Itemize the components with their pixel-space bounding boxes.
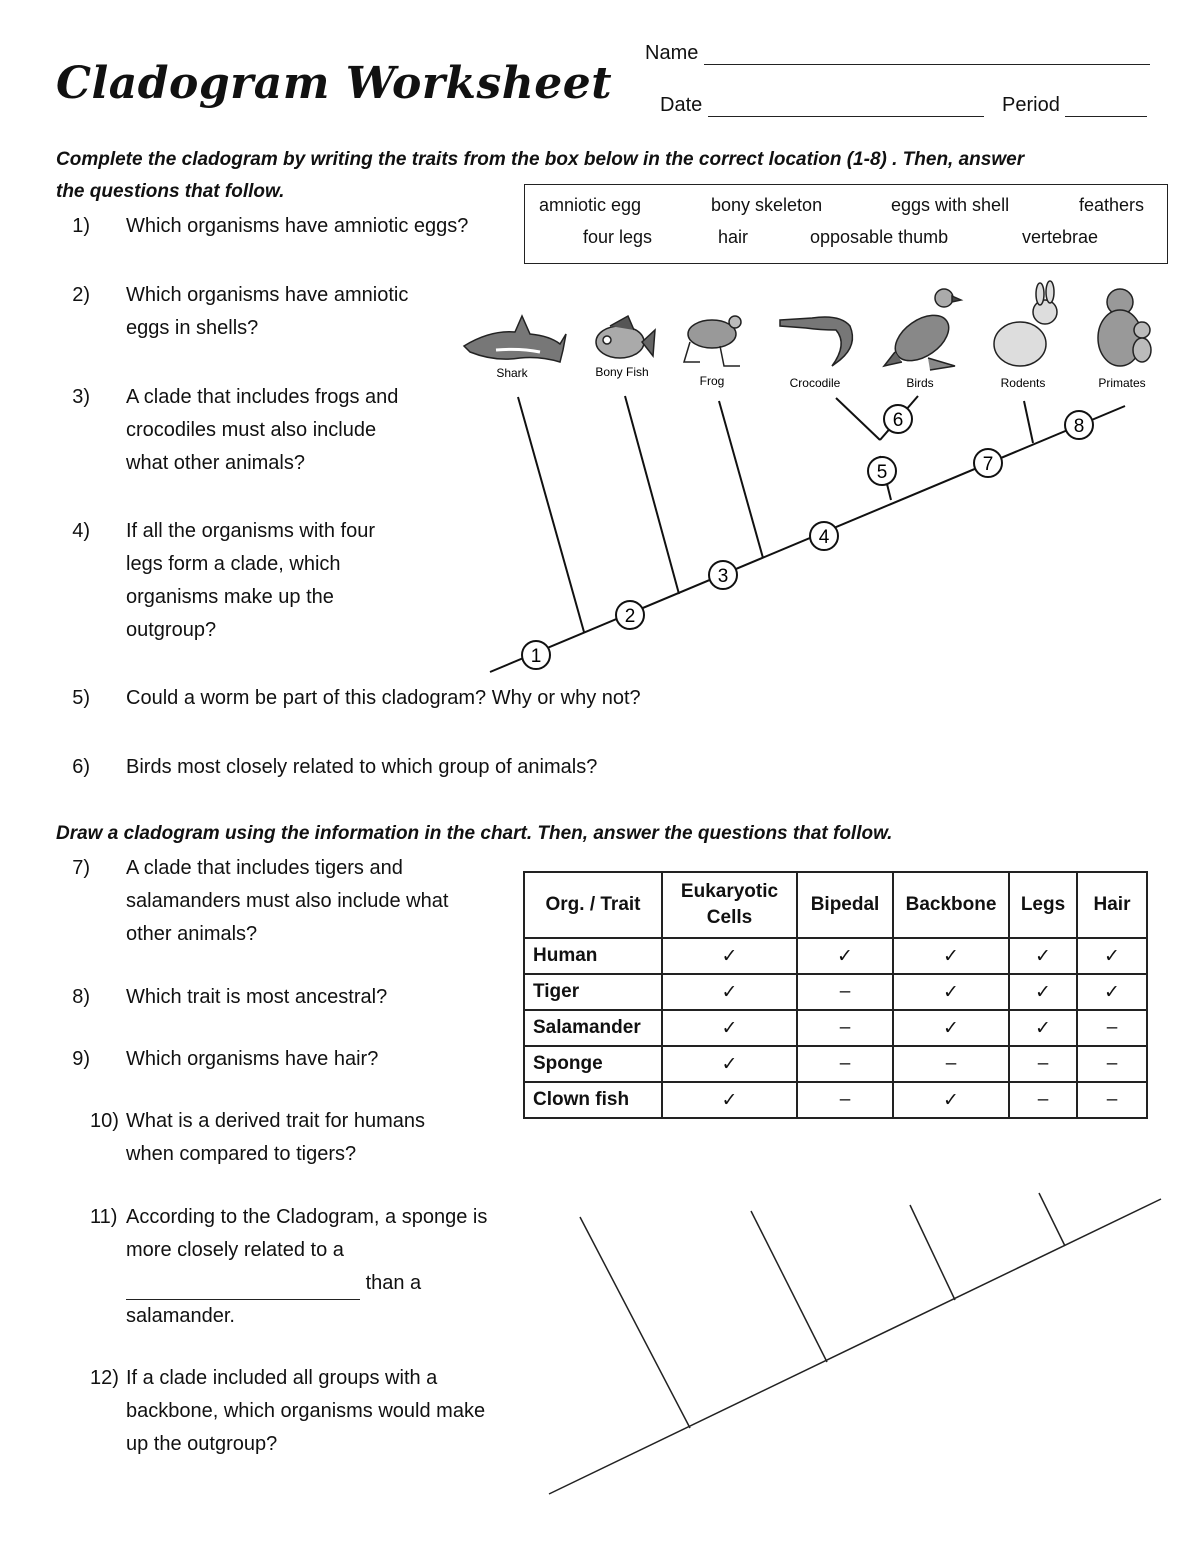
trait-hair: hair — [718, 227, 749, 247]
page-title: Cladogram Worksheet — [56, 58, 613, 109]
part1-instructions-line1: Complete the cladogram by writing the traits from the box below in the correct location (1-8) . Then, answer — [56, 149, 1025, 170]
trait-cell: – — [797, 1046, 893, 1082]
shark-icon — [464, 316, 566, 362]
trait-eggs-with-shell: eggs with shell — [891, 195, 1010, 215]
question-text: What is a derived trait for humans — [126, 1110, 426, 1132]
branch-frog — [719, 401, 763, 558]
trait-cell: ✓ — [893, 974, 1009, 1010]
org-name: Human — [524, 938, 662, 974]
label-birds: Birds — [906, 376, 934, 390]
question-number: 12) — [90, 1367, 119, 1389]
question-text: when compared to tigers? — [126, 1143, 357, 1165]
trait-cell: ✓ — [893, 938, 1009, 974]
question-text: If all the organisms with four — [126, 520, 375, 542]
table-header: Org. / Trait — [524, 872, 662, 938]
trait-cell: ✓ — [662, 1046, 797, 1082]
node-7-label: 7 — [982, 454, 994, 475]
trait-cell: – — [797, 974, 893, 1010]
trait-amniotic-egg: amniotic egg — [539, 195, 642, 215]
node-6-label: 6 — [892, 410, 904, 431]
question-text: Which organisms have amniotic — [126, 284, 409, 306]
node-8-label: 8 — [1073, 416, 1085, 437]
node-5 — [868, 457, 896, 485]
branch-shark — [518, 397, 584, 632]
table-header: Legs — [1009, 872, 1077, 938]
branch-crocodile — [836, 398, 880, 440]
node-2 — [616, 601, 644, 629]
question-text: Which organisms have amniotic eggs? — [126, 215, 469, 237]
blank-branch-1 — [580, 1217, 690, 1428]
trait-cell: ✓ — [1077, 974, 1147, 1010]
question-text: than a — [365, 1272, 422, 1294]
question-number: 8) — [72, 986, 90, 1008]
trait-table — [523, 871, 1148, 1119]
trait-cell: ✓ — [662, 1010, 797, 1046]
label-rodents: Rodents — [1000, 376, 1046, 390]
org-name: Clown fish — [524, 1082, 662, 1118]
label-frog: Frog — [699, 374, 725, 388]
question-number: 11) — [90, 1206, 118, 1228]
bird-icon — [884, 289, 961, 370]
trait-four-legs: four legs — [583, 227, 653, 247]
trait-cell: ✓ — [1009, 974, 1077, 1010]
trait-cell: ✓ — [662, 974, 797, 1010]
node-5-label: 5 — [876, 462, 888, 483]
table-row — [524, 1010, 1147, 1046]
node-8 — [1065, 411, 1093, 439]
question-text: crocodiles must also include — [126, 419, 377, 441]
node-4 — [810, 522, 838, 550]
question-text: Birds most closely related to which group of animals? — [126, 756, 598, 778]
trait-cell: ✓ — [1009, 1010, 1077, 1046]
trait-cell: – — [1077, 1082, 1147, 1118]
question-text: Could a worm be part of this cladogram? Why or why not? — [126, 687, 641, 709]
trait-cell: – — [797, 1082, 893, 1118]
blank-branch-4 — [1039, 1193, 1065, 1246]
org-name: Tiger — [524, 974, 662, 1010]
question-text: organisms make up the — [126, 586, 334, 608]
question-number: 3) — [72, 386, 90, 408]
cladogram-main-line — [490, 406, 1125, 672]
name-label: Name — [645, 42, 699, 64]
cladogram-diagram — [0, 0, 1200, 720]
trait-cell: – — [1077, 1046, 1147, 1082]
question-text: what other animals? — [126, 452, 305, 474]
question-text: backbone, which organisms would make — [126, 1400, 486, 1422]
trait-cell: ✓ — [662, 1082, 797, 1118]
branch-bony-fish — [625, 396, 679, 594]
question-number: 2) — [72, 284, 90, 306]
blank-branch-2 — [751, 1211, 827, 1362]
table-row — [524, 1046, 1147, 1082]
label-shark: Shark — [496, 366, 528, 380]
question-text: salamanders must also include what — [126, 890, 449, 912]
table-header: Eukaryotic Cells — [662, 872, 797, 938]
trait-feathers: feathers — [1079, 195, 1145, 215]
trait-vertebrae: vertebrae — [1022, 227, 1099, 247]
node-3-label: 3 — [717, 566, 729, 587]
part1-instructions-line2: the questions that follow. — [56, 181, 285, 202]
question-text: If a clade included all groups with a — [126, 1367, 438, 1389]
trait-bony-skeleton: bony skeleton — [711, 195, 823, 215]
question-number: 10) — [90, 1110, 119, 1132]
trait-cell: – — [1009, 1082, 1077, 1118]
trait-cell: – — [893, 1046, 1009, 1082]
primate-icon — [1098, 289, 1151, 366]
question-text: Which organisms have hair? — [126, 1048, 379, 1070]
table-header: Backbone — [893, 872, 1009, 938]
trait-cell: – — [1009, 1046, 1077, 1082]
question-text: more closely related to a — [126, 1239, 344, 1261]
question-number: 4) — [72, 520, 90, 542]
trait-cell: ✓ — [662, 938, 797, 974]
node-1-label: 1 — [530, 646, 542, 667]
question-number: 1) — [72, 215, 90, 237]
blank-cladogram-main-line — [549, 1199, 1161, 1494]
part2-instructions: Draw a cladogram using the information in the chart. Then, answer the questions that follow. — [56, 823, 893, 844]
question-number: 9) — [72, 1048, 90, 1070]
table-header: Bipedal — [797, 872, 893, 938]
question-text: A clade that includes tigers and — [126, 857, 403, 879]
question-text: eggs in shells? — [126, 317, 259, 339]
question-number: 6) — [72, 756, 90, 778]
trait-cell: ✓ — [893, 1010, 1009, 1046]
node-4-label: 4 — [818, 527, 830, 548]
node-2-label: 2 — [624, 606, 636, 627]
org-name: Salamander — [524, 1010, 662, 1046]
trait-cell: ✓ — [797, 938, 893, 974]
node-6 — [884, 405, 912, 433]
trait-cell: – — [1077, 1010, 1147, 1046]
bony-fish-icon — [596, 316, 655, 358]
trait-cell: ✓ — [1009, 938, 1077, 974]
question-text: According to the Cladogram, a sponge is — [126, 1206, 488, 1228]
question-text: A clade that includes frogs and — [126, 386, 399, 408]
date-label: Date — [660, 94, 703, 116]
table-header: Hair — [1077, 872, 1147, 938]
crocodile-icon — [780, 317, 852, 366]
trait-opposable-thumb: opposable thumb — [810, 227, 949, 247]
table-row — [524, 974, 1147, 1010]
table-row — [524, 1082, 1147, 1118]
blank-branch-3 — [910, 1205, 955, 1300]
rodent-icon — [994, 281, 1057, 366]
org-name: Sponge — [524, 1046, 662, 1082]
table-row — [524, 938, 1147, 974]
question-number: 7) — [72, 857, 90, 879]
question-text: legs form a clade, which — [126, 553, 341, 575]
question-text: salamander. — [126, 1305, 235, 1327]
blank-cladogram[interactable] — [0, 1150, 1200, 1550]
table-header-row — [524, 872, 1147, 938]
question-text: other animals? — [126, 923, 258, 945]
node-3 — [709, 561, 737, 589]
node-1 — [522, 641, 550, 669]
question-text: Which trait is most ancestral? — [126, 986, 388, 1008]
label-bony-fish: Bony Fish — [595, 365, 649, 379]
question-text: outgroup? — [126, 619, 217, 641]
trait-cell: – — [797, 1010, 893, 1046]
label-primates: Primates — [1098, 376, 1146, 390]
label-crocodile: Crocodile — [789, 376, 841, 390]
branch-rodents — [1024, 401, 1033, 443]
node-7 — [974, 449, 1002, 477]
question-7 — [56, 852, 496, 952]
period-label: Period — [1002, 94, 1060, 116]
frog-icon — [684, 316, 741, 366]
question-text: up the outgroup? — [126, 1433, 278, 1455]
trait-cell: ✓ — [1077, 938, 1147, 974]
question-number: 5) — [72, 687, 90, 709]
trait-cell: ✓ — [893, 1082, 1009, 1118]
